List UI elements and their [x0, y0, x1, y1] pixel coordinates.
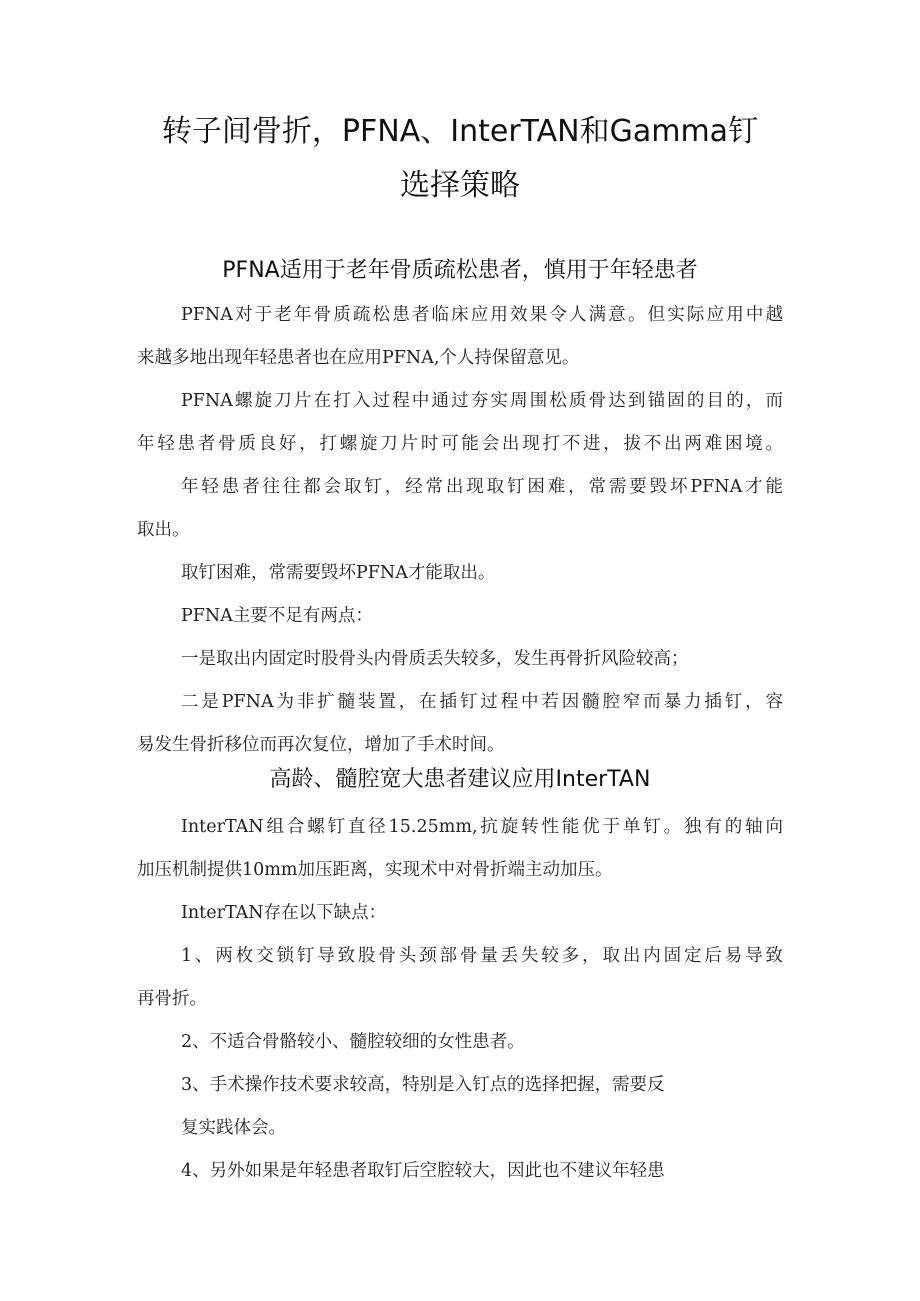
paragraph-line: 4、另外如果是年轻患者取钉后空腔较大，因此也不建议年轻患 [181, 1161, 665, 1181]
paragraph-line: 易发生骨折移位而再次复位，增加了手术时间。 [137, 735, 505, 755]
document-title-line-2: 选择策略 [400, 168, 520, 203]
paragraph-line: PFNA对于老年骨质疏松患者临床应用效果令人满意。但实际应用中越 [181, 305, 783, 325]
paragraph-line: 再骨折。 [137, 989, 207, 1009]
paragraph-line: 取出。 [137, 520, 190, 540]
paragraph-line: 1、两枚交锁钉导致股骨头颈部骨量丢失较多，取出内固定后易导致 [181, 946, 783, 966]
paragraph-line: 二是PFNA为非扩髓装置，在插钉过程中若因髓腔窄而暴力插钉，容 [181, 692, 783, 712]
paragraph-line: InterTAN存在以下缺点： [181, 903, 387, 923]
paragraph-line: 复实践体会。 [181, 1118, 286, 1138]
paragraph-line: 3、手术操作技术要求较高，特别是入钉点的选择把握，需要反 [181, 1075, 665, 1095]
paragraph-line: InterTAN组合螺钉直径15.25mm,抗旋转性能优于单钉。独有的轴向 [181, 817, 783, 837]
paragraph-line: 加压机制提供10mm加压距离，实现术中对骨折端主动加压。 [137, 860, 613, 880]
document-title-line-1: 转子间骨折，PFNA、InterTAN和Gamma钉 [161, 114, 759, 149]
paragraph-line: PFNA主要不足有两点： [181, 606, 373, 626]
paragraph-line: 来越多地出现年轻患者也在应用PFNA,个人持保留意见。 [137, 348, 580, 368]
paragraph-line: 2、不适合骨骼较小、髓腔较细的女性患者。 [181, 1032, 525, 1052]
paragraph-line: 一是取出内固定时股骨头内骨质丢失较多，发生再骨折风险较高； [181, 649, 689, 669]
section-heading-pfna: PFNA适用于老年骨质疏松患者，慎用于年轻患者 [222, 258, 698, 283]
paragraph-line: PFNA螺旋刀片在打入过程中通过夯实周围松质骨达到锚固的目的，而 [181, 391, 783, 411]
section-heading-intertan: 高龄、髓腔宽大患者建议应用InterTAN [269, 767, 651, 792]
paragraph-line: 取钉困难，常需要毁坏PFNA才能取出。 [181, 563, 496, 583]
paragraph-line: 年轻患者往往都会取钉，经常出现取钉困难，常需要毁坏PFNA才能 [181, 477, 783, 497]
paragraph-line: 年轻患者骨质良好，打螺旋刀片时可能会出现打不进，拔不出两难困境。 [137, 434, 783, 454]
